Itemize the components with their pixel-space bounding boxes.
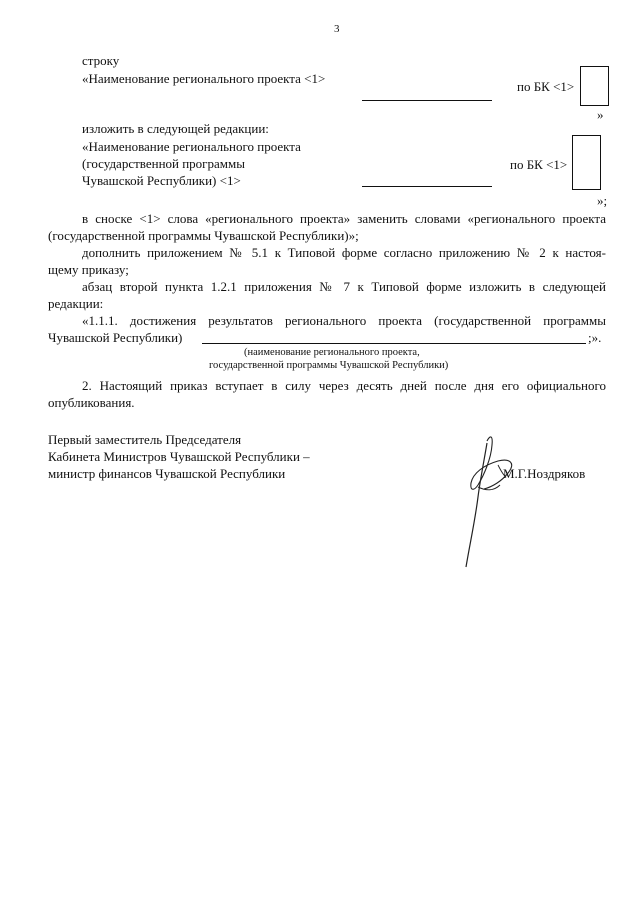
- fill-in-line: [202, 343, 586, 344]
- paragraph-line: редакции:: [48, 296, 104, 311]
- line-caption: (наименование регионального проекта,: [244, 347, 420, 358]
- bk-label: по БК <1>: [510, 157, 568, 172]
- signatory-name: М.Г.Ноздряков: [503, 466, 586, 481]
- paragraph-line: абзац второй пункта 1.2.1 приложения № 7 к Типовой форме изложить в следующей: [82, 279, 606, 294]
- paragraph-line: щему приказу;: [48, 262, 129, 277]
- signatory-title-line: Первый заместитель Председателя: [48, 432, 242, 447]
- bk-label: по БК <1>: [517, 79, 575, 94]
- regional-project-name-label: «Наименование регионального проекта <1>: [82, 71, 326, 86]
- new-name-line-2: (государственной программы: [82, 156, 245, 171]
- paragraph-line: дополнить приложением № 5.1 к Типовой форме согласно приложению № 2 к настоя-: [82, 245, 606, 260]
- blank-line: [362, 100, 492, 101]
- blank-line: [362, 186, 492, 187]
- closing-quote: »: [597, 107, 604, 122]
- page-number: 3: [334, 23, 340, 35]
- lead-text-redaction: изложить в следующей редакции:: [82, 121, 269, 136]
- paragraph-line: «1.1.1. достижения результатов регионального проекта (государственной программы: [82, 313, 606, 328]
- line-caption: государственной программы Чувашской Республики): [209, 360, 449, 371]
- paragraph-line: 2. Настоящий приказ вступает в силу через десять дней после дня его официального: [82, 378, 606, 393]
- bk-code-box: [572, 135, 601, 190]
- paragraph-line: опубликования.: [48, 395, 135, 410]
- new-name-line-3: Чувашской Республики) <1>: [82, 173, 241, 188]
- signatory-title-line: Кабинета Министров Чувашской Республики –: [48, 449, 310, 464]
- handwritten-signature: [440, 425, 540, 575]
- new-name-line-1: «Наименование регионального проекта: [82, 139, 301, 154]
- paragraph-line-end: ;».: [588, 330, 602, 345]
- signatory-title-line: министр финансов Чувашской Республики: [48, 466, 286, 481]
- paragraph-line: (государственной программы Чувашской Республики)»;: [48, 228, 359, 243]
- paragraph-line: в сноске <1> слова «регионального проекта» заменить словами «регионального проекта: [82, 211, 606, 226]
- lead-text-stroku: строку: [82, 53, 120, 68]
- bk-code-box: [580, 66, 609, 106]
- paragraph-line: Чувашской Республики): [48, 330, 183, 345]
- closing-quote: »;: [597, 193, 608, 208]
